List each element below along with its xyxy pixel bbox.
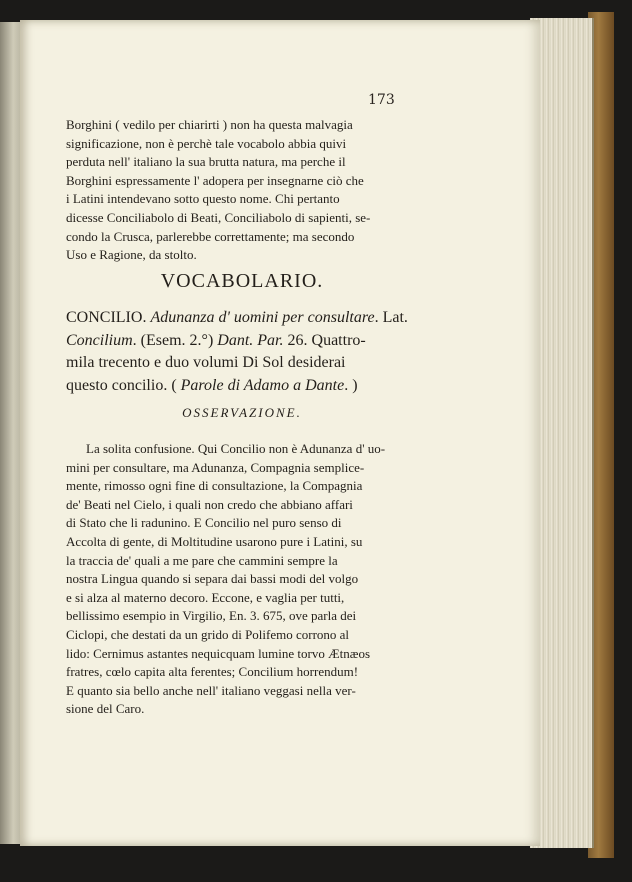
text-line: Borghini espressamente l' adopera per insegnarne ciò che [66, 172, 364, 188]
text-line: E quanto sia bello anche nell' italiano veggasi nella ver- [66, 682, 356, 698]
entry-latin: Concilium [66, 331, 133, 349]
entry-line [66, 375, 418, 398]
text-line: sione del Caro. [66, 701, 145, 717]
entry-headword: CONCILIO. [66, 309, 151, 326]
text-line: condo la Crusca, parlerebbe correttamente; ma secondo [66, 228, 355, 244]
entry-text: . ) [344, 376, 358, 394]
dictionary-entry [66, 307, 418, 397]
entry-attribution: Parole di Adamo a Dante [180, 376, 345, 394]
entry-text: questo concilio. ( [66, 376, 181, 394]
text-line: nostra Lingua quando si separa dai bassi modi del volgo [66, 571, 359, 587]
entry-definition: Adunanza d' uomini per consultare [150, 309, 375, 326]
entry-text: 26. Quattro- [283, 331, 366, 349]
text-line: mini per consultare, ma Adunanza, Compagnia semplice- [66, 459, 365, 475]
text-line: bellissimo esempio in Virgilio, En. 3. 675, ove parla dei [66, 608, 357, 624]
text-line: de' Beati nel Cielo, i quali non credo che abbiano affari [66, 496, 353, 512]
page-number: 173 [368, 92, 395, 108]
text-line: la traccia de' quali a me pare che cammini sempre la [66, 552, 338, 568]
observation-paragraph [66, 440, 418, 719]
text-line: e si alza al materno decoro. Eccone, e vaglia per tutti, [66, 589, 345, 605]
text-line: i Latini intendevano sotto questo nome. Chi pertanto [66, 191, 340, 207]
text-line: La solita confusione. Qui Concilio non è Adunanza d' uo- [86, 441, 386, 456]
text-line: fratres, cœlo capita alta ferentes; Concilium horrendum! [66, 664, 359, 680]
text-line: mente, rimosso ogni fine di consultazione, la Compagnia [66, 478, 363, 494]
observation-heading: OSSERVAZIONE. [182, 405, 302, 420]
text-line: lido: Cernimus astantes nequicquam lumine torvo Ætnæos [66, 645, 371, 661]
entry-text: . Lat. [374, 309, 408, 326]
left-page-edge [0, 22, 22, 844]
entry-line [66, 307, 418, 330]
text-line: Uso e Ragione, da stolto. [66, 247, 197, 263]
text-line: di Stato che li radunino. E Concilio nel puro senso di [66, 515, 342, 531]
section-heading: VOCABOLARIO. [160, 270, 324, 292]
text-line: Ciclopi, che destati da un grido di Polifemo corrono al [66, 626, 350, 642]
text-line: Borghini ( vedilo per chiarirti ) non ha questa malvagia [66, 117, 353, 132]
entry-line [66, 352, 418, 375]
top-paragraph [66, 116, 418, 265]
entry-text: . (Esem. 2.°) [132, 331, 218, 349]
text-line: perduta nell' italiano la sua brutta natura, ma perche il [66, 154, 346, 170]
text-line: dicesse Conciliabolo di Beati, Conciliabolo di sapienti, se- [66, 209, 371, 225]
entry-source: Dant. Par. [217, 331, 284, 349]
entry-line [66, 330, 418, 353]
text-line: significazione, non è perchè tale vocabolo abbia quivi [66, 135, 347, 151]
entry-text: mila trecento e duo volumi Di Sol desiderai [66, 354, 346, 371]
text-line: Accolta di gente, di Moltitudine usarono pure i Latini, su [66, 533, 363, 549]
